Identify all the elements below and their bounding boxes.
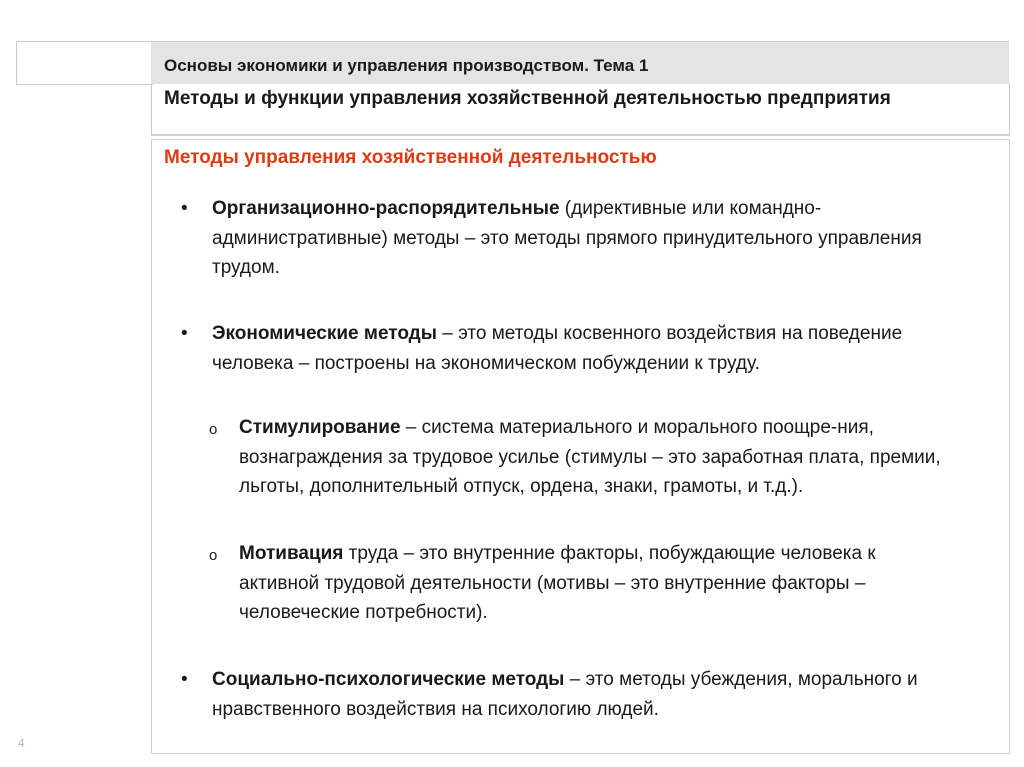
sub-bullet-marker: o (209, 421, 218, 438)
course-title: Основы экономики и управления производством. Тема 1 (164, 56, 649, 75)
bullet-item-socio-psychological-methods (181, 665, 952, 724)
bullet-marker: • (181, 669, 188, 690)
sub-item-motivation (209, 539, 919, 628)
bullet-item-economic-methods (181, 319, 952, 378)
sub-bullet-marker: o (209, 547, 218, 564)
bullet-text: – это методы косвенного воздействия на поведение человека – построены на экономическом побуждении к труду. (212, 323, 903, 374)
section-title: Методы управления хозяйственной деятельностью (164, 147, 657, 168)
bullet-term: Экономические методы (212, 323, 437, 344)
sub-item-text: труда – это внутренние факторы, побуждающие человека к активной трудовой деятельности (мотивы – это внутренние факторы – человеческие потребности). (239, 543, 876, 623)
page-number: 4 (18, 736, 25, 750)
sub-item-term: Стимулирование (239, 417, 401, 438)
bullet-text: (директивные или командно-административные) методы – это методы прямого принудительного управления трудом. (212, 198, 922, 278)
corner-box (16, 41, 153, 85)
bullet-marker: • (181, 323, 188, 344)
bullet-term: Социально-психологические методы (212, 669, 565, 690)
sub-item-term: Мотивация (239, 543, 344, 564)
sub-item-stimulation (209, 413, 974, 502)
bullet-term: Организационно-распорядительные (212, 198, 560, 219)
sub-item-text: – система материального и морального поощре-ния, вознаграждения за трудовое усилье (стимулы – это заработная плата, премии, льготы, дополнительный отпуск, ордена, знаки, грамоты, и т.д.). (239, 417, 941, 497)
topic-title: Методы и функции управления хозяйственной деятельностью предприятия (164, 88, 891, 109)
bullet-text: – это методы убеждения, морального и нравственного воздействия на психологию людей. (212, 669, 918, 720)
bullet-item-administrative-methods (181, 194, 952, 283)
bullet-marker: • (181, 198, 188, 219)
